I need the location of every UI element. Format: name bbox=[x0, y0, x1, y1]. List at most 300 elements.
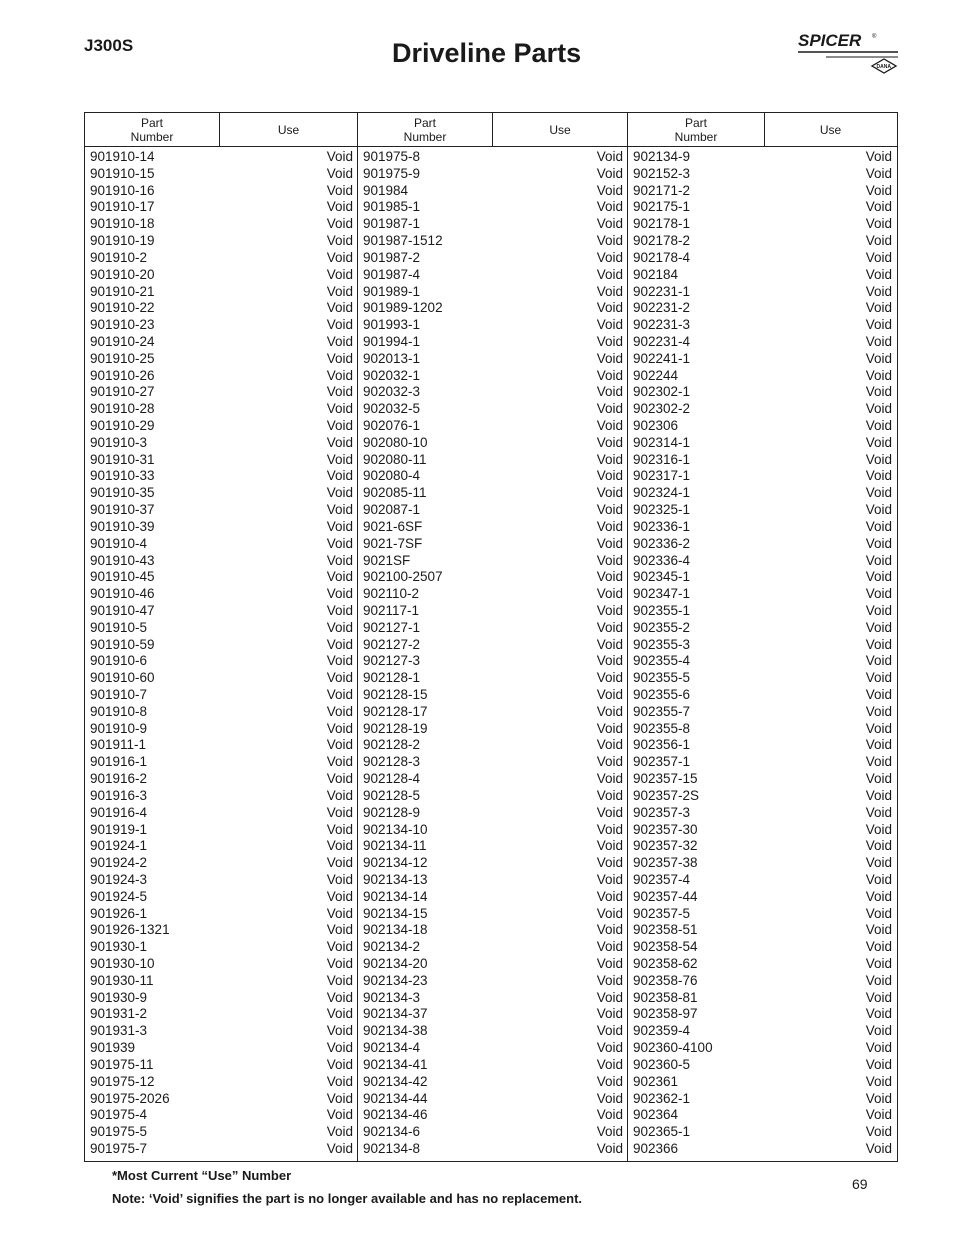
part-number: 902085-11 bbox=[363, 485, 427, 501]
part-number: 901930-9 bbox=[90, 989, 148, 1005]
table-row bbox=[358, 435, 627, 452]
part-number: 902358-51 bbox=[633, 922, 698, 938]
use-value: Void bbox=[326, 535, 353, 551]
use-value: Void bbox=[596, 216, 623, 232]
use-value: Void bbox=[865, 317, 892, 333]
table-row bbox=[628, 737, 896, 754]
use-value: Void bbox=[596, 602, 623, 618]
use-value: Void bbox=[865, 1023, 892, 1039]
use-value: Void bbox=[596, 418, 623, 433]
use-value: Void bbox=[865, 602, 892, 618]
table-row bbox=[358, 1107, 627, 1124]
table-row bbox=[358, 384, 627, 401]
table-row bbox=[628, 1023, 896, 1040]
table-row bbox=[358, 250, 627, 267]
table-row bbox=[628, 384, 896, 401]
use-value: Void bbox=[326, 1090, 353, 1106]
part-number: 901910-22 bbox=[90, 300, 155, 316]
table-row bbox=[628, 317, 896, 334]
table-row bbox=[628, 922, 896, 939]
table-row bbox=[85, 788, 357, 805]
use-value: Void bbox=[596, 266, 623, 282]
part-number: 902364 bbox=[633, 1107, 679, 1123]
part-number: 901910-3 bbox=[90, 434, 148, 450]
use-value: Void bbox=[596, 165, 623, 181]
use-value: Void bbox=[596, 972, 623, 988]
table-row bbox=[85, 855, 357, 872]
use-value: Void bbox=[326, 401, 353, 417]
table-row bbox=[628, 1040, 896, 1057]
part-number: 902134-18 bbox=[363, 922, 428, 938]
part-number: 902080-11 bbox=[363, 451, 427, 467]
table-row bbox=[628, 939, 896, 956]
part-number: 902355-8 bbox=[633, 720, 691, 736]
table-row bbox=[85, 284, 357, 301]
part-number: 902128-4 bbox=[363, 771, 421, 787]
use-value: Void bbox=[865, 367, 892, 383]
use-value: Void bbox=[326, 216, 353, 232]
table-row bbox=[85, 973, 357, 990]
part-number: 902152-3 bbox=[633, 165, 691, 181]
table-row bbox=[358, 771, 627, 788]
part-number: 902355-6 bbox=[633, 687, 691, 702]
table-row bbox=[85, 502, 357, 519]
part-number: 9021-6SF bbox=[363, 518, 423, 534]
use-value: Void bbox=[326, 771, 353, 787]
table-row bbox=[358, 183, 627, 200]
part-number: 902087-1 bbox=[363, 502, 421, 518]
part-number: 902127-1 bbox=[363, 619, 421, 635]
use-value: Void bbox=[596, 787, 623, 803]
use-value: Void bbox=[596, 687, 623, 702]
use-value: Void bbox=[596, 182, 623, 198]
use-value: Void bbox=[326, 602, 353, 618]
use-value: Void bbox=[865, 1040, 892, 1056]
part-number: 902127-3 bbox=[363, 653, 421, 669]
table-row bbox=[85, 468, 357, 485]
table-row bbox=[358, 149, 627, 166]
part-number: 901916-4 bbox=[90, 804, 148, 820]
use-value: Void bbox=[326, 199, 353, 215]
table-row bbox=[358, 1091, 627, 1108]
use-value: Void bbox=[865, 333, 892, 349]
part-number: 901931-2 bbox=[90, 1006, 148, 1022]
use-value: Void bbox=[865, 518, 892, 534]
table-row bbox=[628, 822, 896, 839]
table-row bbox=[628, 468, 896, 485]
use-value: Void bbox=[326, 266, 353, 282]
table-row bbox=[358, 922, 627, 939]
use-value: Void bbox=[596, 939, 623, 955]
part-number: 901975-2026 bbox=[90, 1090, 170, 1106]
use-value: Void bbox=[326, 754, 353, 770]
use-value: Void bbox=[865, 569, 892, 585]
use-value: Void bbox=[865, 266, 892, 282]
part-number: 902134-11 bbox=[363, 838, 427, 854]
part-number: 902080-10 bbox=[363, 434, 428, 450]
use-value: Void bbox=[596, 956, 623, 971]
part-number: 902128-15 bbox=[363, 687, 428, 702]
part-number: 902013-1 bbox=[363, 350, 421, 366]
use-value: Void bbox=[596, 1056, 623, 1072]
table-row bbox=[358, 452, 627, 469]
table-row bbox=[628, 990, 896, 1007]
use-value: Void bbox=[865, 972, 892, 988]
part-number: 901910-8 bbox=[90, 703, 148, 719]
part-number: 901926-1 bbox=[90, 905, 148, 921]
use-value: Void bbox=[865, 552, 892, 568]
part-number: 902244 bbox=[633, 367, 679, 383]
part-number: 902357-5 bbox=[633, 905, 691, 921]
use-value: Void bbox=[865, 149, 892, 164]
part-number: 902178-4 bbox=[633, 249, 691, 265]
part-number: 901985-1 bbox=[363, 199, 421, 215]
use-value: Void bbox=[596, 317, 623, 333]
part-number: 901916-2 bbox=[90, 771, 148, 787]
use-value: Void bbox=[596, 451, 623, 467]
table-row bbox=[85, 553, 357, 570]
part-number: 902134-2 bbox=[363, 939, 421, 955]
part-number: 902032-3 bbox=[363, 384, 421, 400]
table-row bbox=[628, 788, 896, 805]
table-row bbox=[358, 1124, 627, 1141]
table-row bbox=[358, 687, 627, 704]
table-row bbox=[628, 418, 896, 435]
part-number: 902357-1 bbox=[633, 754, 691, 770]
part-number: 901910-37 bbox=[90, 502, 155, 518]
table-row bbox=[358, 233, 627, 250]
table-row bbox=[628, 334, 896, 351]
part-number: 902336-2 bbox=[633, 535, 691, 551]
part-number: 901916-1 bbox=[90, 754, 148, 770]
use-value: Void bbox=[596, 703, 623, 719]
table-row bbox=[628, 838, 896, 855]
part-number: 901910-17 bbox=[90, 199, 155, 215]
use-value: Void bbox=[596, 737, 623, 753]
part-number: 901910-4 bbox=[90, 535, 148, 551]
part-number: 902178-1 bbox=[633, 216, 691, 232]
use-value: Void bbox=[865, 434, 892, 450]
use-value: Void bbox=[596, 468, 623, 484]
use-value: Void bbox=[865, 468, 892, 484]
table-row bbox=[85, 149, 357, 166]
table-row bbox=[628, 620, 896, 637]
part-number: 901924-5 bbox=[90, 888, 148, 904]
table-row bbox=[358, 637, 627, 654]
part-number: 902134-3 bbox=[363, 989, 421, 1005]
use-value: Void bbox=[596, 485, 623, 501]
part-number: 902134-8 bbox=[363, 1140, 421, 1156]
table-row bbox=[358, 317, 627, 334]
table-row bbox=[85, 351, 357, 368]
use-value: Void bbox=[596, 535, 623, 551]
use-value: Void bbox=[596, 1040, 623, 1056]
part-number: 902178-2 bbox=[633, 233, 691, 249]
use-value: Void bbox=[596, 821, 623, 837]
part-number: 902184 bbox=[633, 266, 679, 282]
use-value: Void bbox=[596, 333, 623, 349]
use-value: Void bbox=[596, 502, 623, 518]
part-number: 902314-1 bbox=[633, 434, 691, 450]
table-row bbox=[358, 267, 627, 284]
part-number: 902302-1 bbox=[633, 384, 691, 400]
table-row bbox=[628, 569, 896, 586]
table-row bbox=[358, 737, 627, 754]
use-value: Void bbox=[865, 249, 892, 265]
use-value: Void bbox=[596, 922, 623, 938]
use-value: Void bbox=[326, 518, 353, 534]
table-row bbox=[85, 384, 357, 401]
part-number: 901987-1512 bbox=[363, 233, 443, 249]
table-row bbox=[358, 990, 627, 1007]
part-number: 902355-5 bbox=[633, 670, 691, 686]
use-value: Void bbox=[865, 771, 892, 787]
part-number: 902231-4 bbox=[633, 333, 691, 349]
part-number: 902357-38 bbox=[633, 855, 698, 871]
part-number: 901984 bbox=[363, 182, 409, 198]
part-number: 901910-14 bbox=[90, 149, 155, 164]
use-value: Void bbox=[596, 1023, 623, 1039]
use-value: Void bbox=[865, 1073, 892, 1089]
table-row bbox=[85, 199, 357, 216]
use-value: Void bbox=[326, 367, 353, 383]
part-number: 901987-4 bbox=[363, 266, 421, 282]
use-value: Void bbox=[596, 569, 623, 585]
part-number: 901916-3 bbox=[90, 787, 148, 803]
use-value: Void bbox=[326, 283, 353, 299]
use-value: Void bbox=[326, 434, 353, 450]
use-value: Void bbox=[596, 1006, 623, 1022]
table-row bbox=[628, 653, 896, 670]
table-row bbox=[358, 351, 627, 368]
use-value: Void bbox=[865, 1140, 892, 1156]
table-row bbox=[85, 233, 357, 250]
use-value: Void bbox=[865, 787, 892, 803]
part-number: 902360-4100 bbox=[633, 1040, 713, 1056]
footnote-most-current: *Most Current “Use” Number bbox=[112, 1168, 292, 1183]
table-row bbox=[628, 872, 896, 889]
part-number: 901911-1 bbox=[90, 737, 147, 753]
use-value: Void bbox=[865, 233, 892, 249]
part-number: 902128-5 bbox=[363, 787, 421, 803]
table-row bbox=[628, 704, 896, 721]
use-value: Void bbox=[596, 552, 623, 568]
part-number: 902134-37 bbox=[363, 1006, 428, 1022]
part-number: 902134-10 bbox=[363, 821, 428, 837]
table-row bbox=[85, 519, 357, 536]
part-number: 901910-46 bbox=[90, 586, 155, 602]
table-row bbox=[358, 973, 627, 990]
use-value: Void bbox=[326, 922, 353, 938]
use-value: Void bbox=[865, 451, 892, 467]
part-number: 902175-1 bbox=[633, 199, 691, 215]
table-row bbox=[85, 838, 357, 855]
table-row bbox=[628, 502, 896, 519]
part-number: 901930-1 bbox=[90, 939, 148, 955]
use-value: Void bbox=[326, 1040, 353, 1056]
table-row bbox=[85, 956, 357, 973]
table-row bbox=[85, 1023, 357, 1040]
use-value: Void bbox=[596, 670, 623, 686]
use-value: Void bbox=[596, 619, 623, 635]
use-value: Void bbox=[326, 468, 353, 484]
table-row bbox=[85, 166, 357, 183]
table-row bbox=[85, 990, 357, 1007]
part-number: 902134-44 bbox=[363, 1090, 428, 1106]
use-value: Void bbox=[596, 888, 623, 904]
table-row bbox=[85, 401, 357, 418]
use-value: Void bbox=[865, 502, 892, 518]
logo-text: SPICER bbox=[798, 31, 862, 50]
part-number: 901910-18 bbox=[90, 216, 155, 232]
part-number: 901926-1321 bbox=[90, 922, 170, 938]
table-row bbox=[628, 670, 896, 687]
part-number: 901919-1 bbox=[90, 821, 148, 837]
table-row bbox=[358, 284, 627, 301]
use-value: Void bbox=[865, 1124, 892, 1140]
part-number: 902357-30 bbox=[633, 821, 698, 837]
use-value: Void bbox=[596, 653, 623, 669]
use-value: Void bbox=[326, 249, 353, 265]
use-value: Void bbox=[865, 300, 892, 316]
table-row bbox=[628, 805, 896, 822]
table-row bbox=[628, 183, 896, 200]
part-number: 902358-62 bbox=[633, 956, 698, 971]
use-value: Void bbox=[326, 720, 353, 736]
table-row bbox=[358, 485, 627, 502]
part-number: 902128-1 bbox=[363, 670, 421, 686]
table-row bbox=[85, 922, 357, 939]
part-number: 9021SF bbox=[363, 552, 411, 568]
table-row bbox=[85, 368, 357, 385]
table-row bbox=[358, 1057, 627, 1074]
table-row bbox=[628, 401, 896, 418]
table-row bbox=[358, 906, 627, 923]
part-number: 901987-1 bbox=[363, 216, 421, 232]
table-row bbox=[628, 687, 896, 704]
part-number: 901924-1 bbox=[90, 838, 148, 854]
table-row bbox=[358, 418, 627, 435]
use-value: Void bbox=[865, 804, 892, 820]
table-row bbox=[358, 519, 627, 536]
part-number: 902306 bbox=[633, 418, 679, 433]
use-value: Void bbox=[326, 636, 353, 652]
table-row bbox=[85, 822, 357, 839]
table-row bbox=[628, 1006, 896, 1023]
table-row bbox=[628, 216, 896, 233]
part-number: 901975-4 bbox=[90, 1107, 148, 1123]
table-row bbox=[358, 805, 627, 822]
table-row bbox=[358, 855, 627, 872]
table-row bbox=[85, 889, 357, 906]
use-value: Void bbox=[865, 737, 892, 753]
table-row bbox=[85, 704, 357, 721]
use-value: Void bbox=[865, 1090, 892, 1106]
table-row bbox=[628, 435, 896, 452]
use-value: Void bbox=[865, 905, 892, 921]
use-value: Void bbox=[326, 787, 353, 803]
table-row bbox=[358, 838, 627, 855]
part-number: 901993-1 bbox=[363, 317, 421, 333]
part-number: 901994-1 bbox=[363, 333, 421, 349]
use-value: Void bbox=[326, 619, 353, 635]
part-number: 901931-3 bbox=[90, 1023, 148, 1039]
part-number: 901910-47 bbox=[90, 602, 155, 618]
use-value: Void bbox=[865, 687, 892, 702]
part-number: 901939 bbox=[90, 1040, 136, 1056]
table-row bbox=[628, 1124, 896, 1141]
table-row bbox=[85, 536, 357, 553]
part-number: 902134-12 bbox=[363, 855, 428, 871]
part-number: 902032-5 bbox=[363, 401, 421, 417]
table-row bbox=[85, 1057, 357, 1074]
part-number: 902128-9 bbox=[363, 804, 421, 820]
part-number: 901910-43 bbox=[90, 552, 155, 568]
table-row bbox=[628, 637, 896, 654]
part-number: 901924-3 bbox=[90, 871, 148, 887]
use-value: Void bbox=[596, 233, 623, 249]
table-row bbox=[85, 1040, 357, 1057]
part-number: 902134-9 bbox=[633, 149, 691, 164]
table-row bbox=[85, 334, 357, 351]
part-number: 901910-19 bbox=[90, 233, 155, 249]
use-value: Void bbox=[865, 182, 892, 198]
part-number: 901910-6 bbox=[90, 653, 148, 669]
table-row bbox=[85, 906, 357, 923]
part-number: 901989-1 bbox=[363, 283, 421, 299]
table-row bbox=[358, 300, 627, 317]
use-value: Void bbox=[596, 434, 623, 450]
table-column-group-2 bbox=[357, 147, 627, 1161]
use-value: Void bbox=[865, 485, 892, 501]
use-value: Void bbox=[865, 754, 892, 770]
part-number: 902361 bbox=[633, 1073, 679, 1089]
use-value: Void bbox=[326, 451, 353, 467]
table-row bbox=[85, 637, 357, 654]
table-row bbox=[628, 1141, 896, 1158]
part-number: 902357-44 bbox=[633, 888, 698, 904]
table-row bbox=[358, 586, 627, 603]
table-row bbox=[85, 805, 357, 822]
table-row bbox=[628, 586, 896, 603]
part-number: 902302-2 bbox=[633, 401, 691, 417]
use-value: Void bbox=[596, 283, 623, 299]
part-number: 902366 bbox=[633, 1140, 679, 1156]
use-value: Void bbox=[326, 871, 353, 887]
use-value: Void bbox=[865, 703, 892, 719]
use-value: Void bbox=[596, 771, 623, 787]
spicer-logo bbox=[796, 28, 900, 76]
table-row bbox=[85, 183, 357, 200]
table-row bbox=[628, 1107, 896, 1124]
part-number: 902345-1 bbox=[633, 569, 691, 585]
part-number: 902355-2 bbox=[633, 619, 691, 635]
use-value: Void bbox=[865, 401, 892, 417]
part-number: 902127-2 bbox=[363, 636, 421, 652]
table-row bbox=[358, 1141, 627, 1158]
part-number: 901910-35 bbox=[90, 485, 155, 501]
use-value: Void bbox=[326, 905, 353, 921]
table-row bbox=[85, 1074, 357, 1091]
part-number: 902324-1 bbox=[633, 485, 691, 501]
use-value: Void bbox=[326, 418, 353, 433]
table-row bbox=[358, 670, 627, 687]
table-row bbox=[628, 1057, 896, 1074]
table-row bbox=[628, 351, 896, 368]
part-number: 901910-31 bbox=[90, 451, 155, 467]
part-number: 902231-1 bbox=[633, 283, 691, 299]
use-value: Void bbox=[326, 838, 353, 854]
